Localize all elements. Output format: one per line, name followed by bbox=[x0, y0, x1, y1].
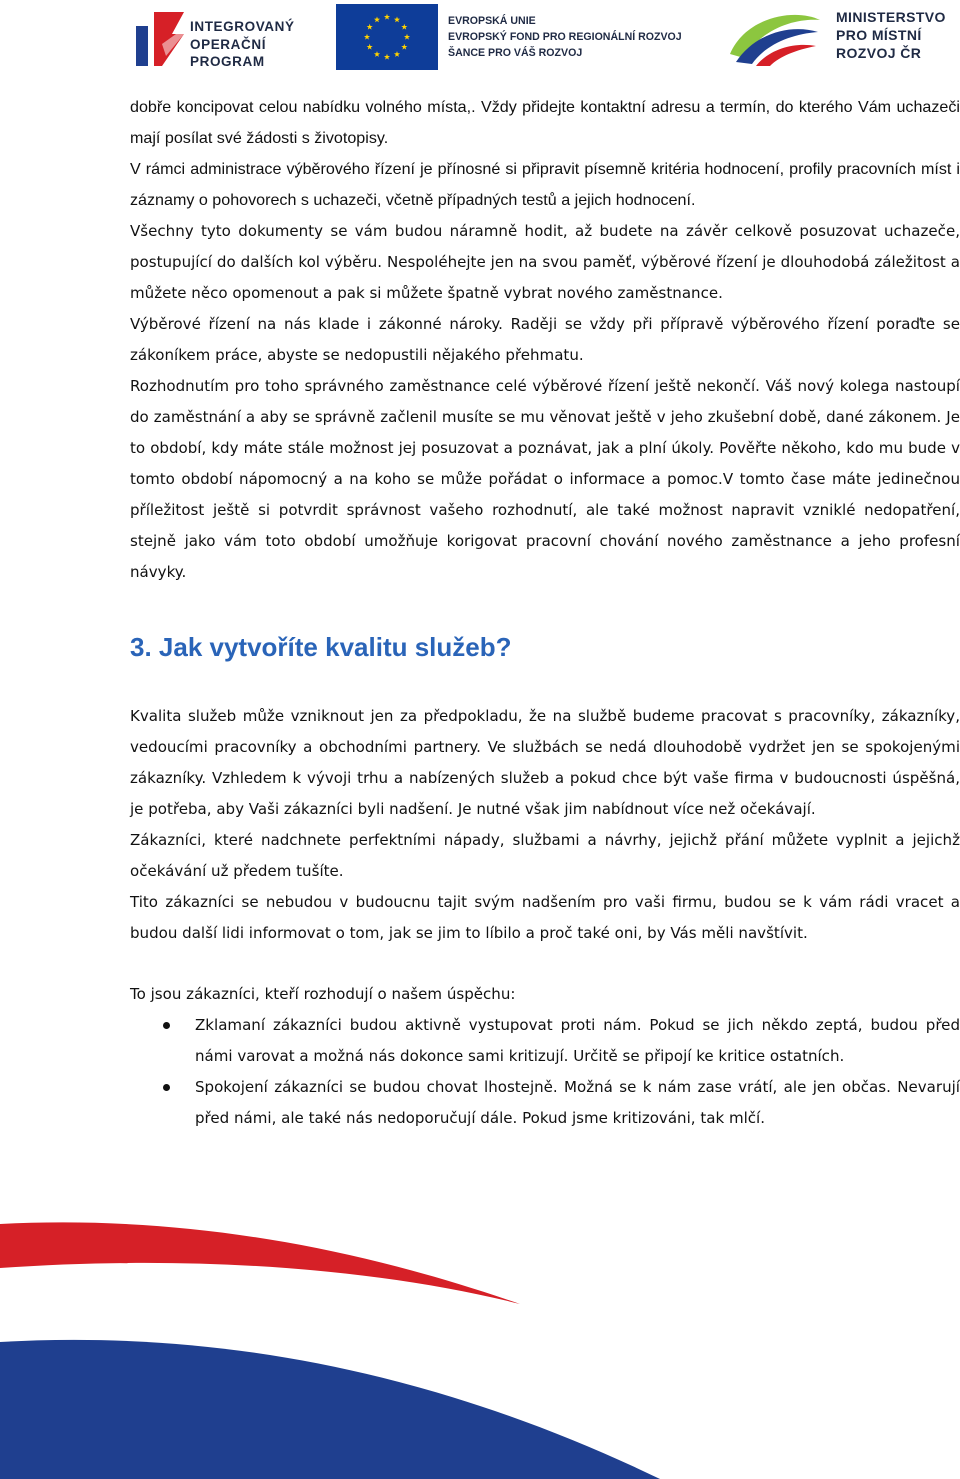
list-item-text: Zklamaní zákazníci budou aktivně vystupovat proti nám. Pokud se jich někdo zeptá, budou před námi varovat a možná nás dokonce sami kritizují. Určitě se připojí ke kritice ostatních. bbox=[195, 1016, 960, 1065]
section-paragraph-2: Zákazníci, které nadchnete perfektními nápady, službami a návrhy, jejichž přání můžete vyplnit a jejichž očekávání už předem tušíte. bbox=[130, 831, 960, 880]
mmr-emblem-icon bbox=[726, 6, 824, 68]
document-body bbox=[130, 92, 960, 1134]
eu-logo-text: EVROPSKÁ UNIE EVROPSKÝ FOND PRO REGIONÁLNÍ ROZVOJ ŠANCE PRO VÁŠ ROZVOJ bbox=[448, 15, 682, 59]
list-item-text: Spokojení zákazníci se budou chovat lhostejně. Možná se k nám zase vrátí, ale jen občas. Nevarují před námi, ale také nás nedoporučují dále. Pokud jsme kritizováni, tak mlčí. bbox=[195, 1078, 960, 1127]
mmr-logo bbox=[726, 4, 960, 70]
paragraph-intro-2: V rámci administrace výběrového řízení je přínosné si připravit písemně kritéria hodnocení, profily pracovních míst i záznamy o pohovorech s uchazeči, včetně případných testů a jejich hodnocení. bbox=[130, 160, 960, 209]
bullet-icon bbox=[163, 1084, 170, 1091]
bullet-icon bbox=[163, 1022, 170, 1029]
mmr-logo-text: MINISTERSTVO PRO MÍSTNÍ ROZVOJ ČR bbox=[836, 9, 946, 61]
list-intro: To jsou zákazníci, kteří rozhodují o našem úspěchu: bbox=[130, 985, 516, 1003]
section-heading: 3. Jak vytvoříte kvalitu služeb? bbox=[130, 632, 512, 662]
decorative-stripes bbox=[0, 1218, 960, 1479]
eu-logo bbox=[336, 4, 696, 70]
iop-logo-text: INTEGROVANÝ OPERAČNÍ PROGRAM bbox=[190, 19, 295, 69]
paragraph-intro-5: Rozhodnutím pro toho správného zaměstnance celé výběrové řízení ještě nekončí. Váš nový kolega nastoupí do zaměstnání a aby se správně začlenil musíte se mu věnovat ještě v jeho zkušební době, dané zákonem. Je to období, kdy máte stále možnost jej posuzovat a poznávat, jak a plní úkoly. Pověřte někoho, kdo mu bude v tomto období nápomocný a na koho se může pořádat o informace a pomoc.V tomto čase máte jedinečnou příležitost ještě si potvrdit správnost vašeho rozhodnutí, ale také možnost napravit vzniklé nedopatření, stejně jako vám toto období umožňuje korigovat pracovní chování nového zaměstnance a jeho profesní návyky. bbox=[130, 377, 960, 581]
section-paragraph-1: Kvalita služeb může vzniknout jen za předpokladu, že na službě budeme pracovat s pracovníky, zákazníky, vedoucími pracovníky a obchodními partnery. Ve službách se nedá dlouhodobě vydržet jen se spokojenými zákazníky. Vzhledem k vývoji trhu a nabízených služeb a pokud chce být vaše firma v budoucnosti úspěšná, je potřeba, aby Vaši zákazníci byli nadšení. Je nutné však jim nabídnout více než očekávají. bbox=[130, 707, 960, 818]
list-item bbox=[130, 1010, 960, 1072]
paragraph-intro-1: dobře koncipovat celou nabídku volného místa,. Vždy přidejte kontaktní adresu a termín, do kterého Vám uchazeči mají posílat své žádosti s životopisy. bbox=[130, 98, 960, 147]
list-item bbox=[130, 1072, 960, 1134]
paragraph-intro-4: Výběrové řízení na nás klade i zákonné nároky. Raději se vždy při přípravě výběrového řízení poraďte se zákoníkem práce, abyste se nedopustili nějakého přehmatu. bbox=[130, 315, 960, 364]
iop-emblem-icon bbox=[132, 4, 188, 70]
paragraph-intro-3: Všechny tyto dokumenty se vám budou náramně hodit, až budete na závěr celkově posuzovat uchazeče, postupující do dalších kol výběru. Nespoléhejte jen na svou paměť, výběrové řízení je dlouhodobá záležitost a můžete něco opomenout a pak si můžete špatně vybrat nového zaměstnance. bbox=[130, 222, 960, 302]
section-paragraph-3: Tito zákazníci se nebudou v budoucnu tajit svým nadšením pro vaši firmu, budou se k vám rádi vracet a budou další lidi informovat o tom, jak se jim to líbilo a proč také oni, by Vás měli navštívit. bbox=[130, 893, 960, 942]
customer-list bbox=[130, 1010, 960, 1134]
eu-flag-icon bbox=[336, 4, 438, 70]
iop-logo bbox=[132, 4, 317, 70]
page-header bbox=[0, 0, 960, 76]
